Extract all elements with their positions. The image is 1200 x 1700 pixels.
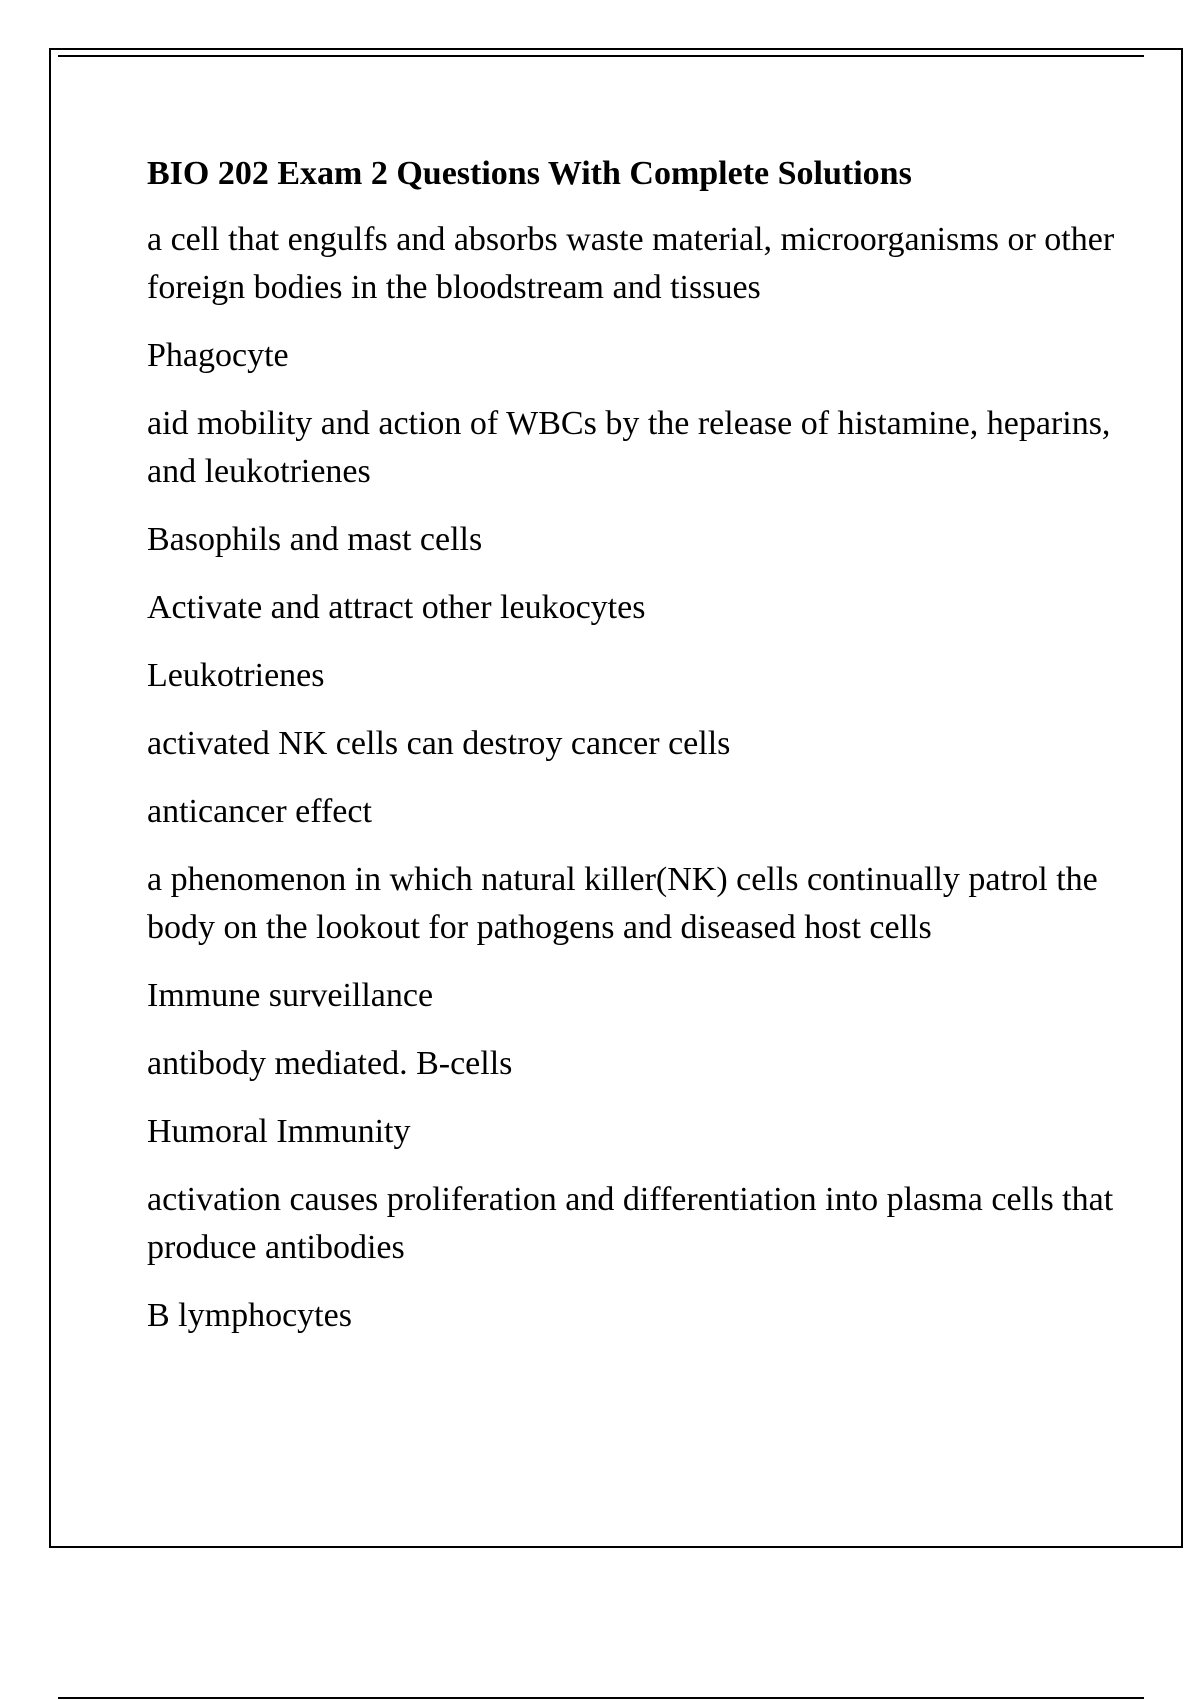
entry-term-leukotrienes: Leukotrienes xyxy=(147,657,325,694)
top-rule xyxy=(58,55,1144,57)
entry-term-surveillance: Immune surveillance xyxy=(147,977,434,1014)
entry-term-phagocyte: Phagocyte xyxy=(147,337,289,374)
page-frame xyxy=(49,48,1183,1548)
document-title: BIO 202 Exam 2 Questions With Complete Solutions xyxy=(147,155,912,192)
entry-definition-leukotrienes: Activate and attract other leukocytes xyxy=(147,589,646,626)
entry-term-b-lymphocytes: B lymphocytes xyxy=(147,1297,352,1334)
entry-definition-surveillance: a phenomenon in which natural killer(NK) cells continually patrol the body on the lookout for pathogens and diseased host cells xyxy=(147,861,1098,946)
entry-definition-humoral: antibody mediated. B-cells xyxy=(147,1045,513,1082)
entry-definition-basophils: aid mobility and action of WBCs by the release of histamine, heparins, and leukotrienes xyxy=(147,405,1111,490)
entry-definition-phagocyte: a cell that engulfs and absorbs waste material, microorganisms or other foreign bodies in the bloodstream and tissues xyxy=(147,221,1115,306)
bottom-rule xyxy=(58,1697,1144,1699)
entry-definition-anticancer: activated NK cells can destroy cancer cells xyxy=(147,725,731,762)
entry-term-humoral: Humoral Immunity xyxy=(147,1113,411,1150)
entry-term-anticancer: anticancer effect xyxy=(147,793,372,830)
entry-definition-b-lymphocytes: activation causes proliferation and differentiation into plasma cells that produce antibodies xyxy=(147,1181,1114,1266)
entry-term-basophils: Basophils and mast cells xyxy=(147,521,483,558)
document-body xyxy=(147,150,1127,1360)
